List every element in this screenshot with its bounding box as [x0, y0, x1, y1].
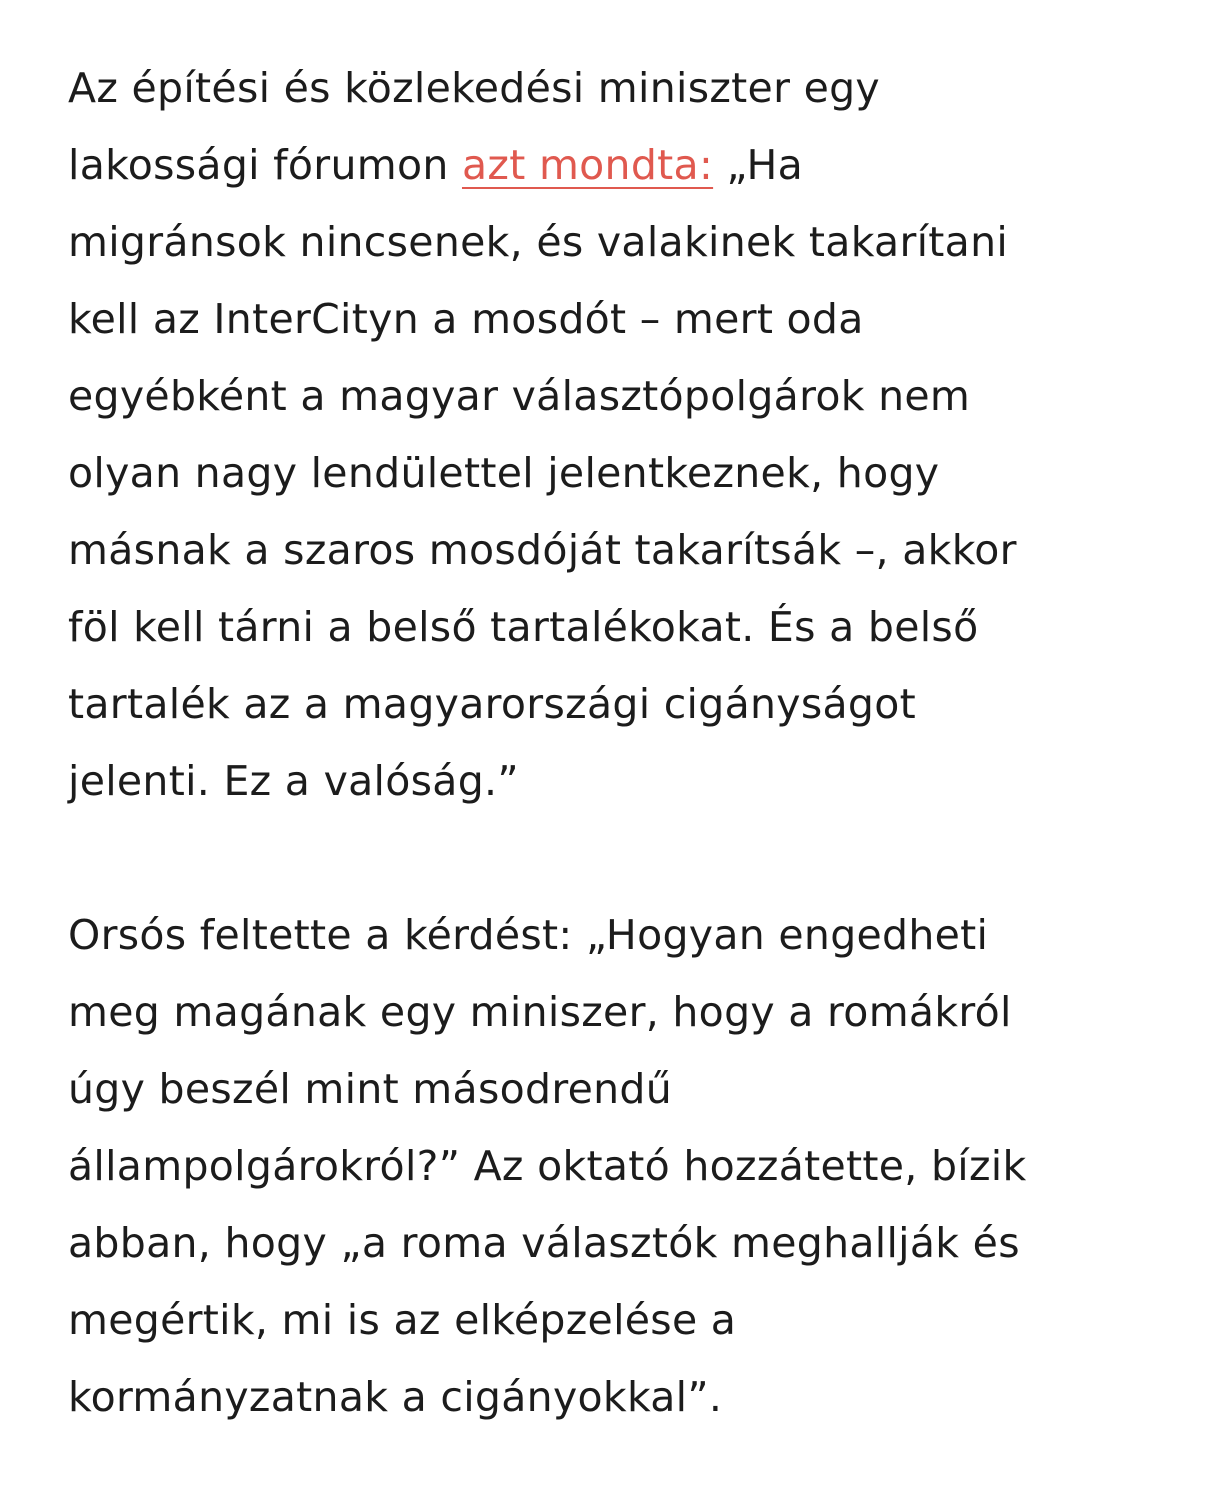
text-line: migránsok nincsenek, és valakinek takarítani	[68, 218, 1009, 266]
text-line: olyan nagy lendülettel jelentkeznek, hogy	[68, 449, 940, 497]
article-link-azt-mondta[interactable]: azt mondta:	[461, 141, 714, 189]
text-line: állampolgárokról?” Az oktató hozzátette, bízik	[68, 1142, 1027, 1190]
text-line: meg magának egy miniszer, hogy a romákról	[68, 988, 1012, 1036]
text-line: jelenti. Ez a valóság.”	[68, 757, 519, 805]
text-line: abban, hogy „a roma választók meghallják és	[68, 1219, 1020, 1267]
text-line: egyébként a magyar választópolgárok nem	[68, 372, 971, 420]
paragraph-2	[68, 897, 1168, 1436]
text-line: Orsós feltette a kérdést: „Hogyan engedheti	[68, 911, 989, 959]
link-line-before: lakossági fórumon	[68, 141, 462, 189]
text-line: kell az InterCityn a mosdót – mert oda	[68, 295, 864, 343]
text-line: megértik, mi is az elképzelése a	[68, 1296, 737, 1344]
link-line-after: „Ha	[713, 141, 804, 189]
text-line-with-link	[68, 127, 1168, 204]
text-line: tartalék az a magyarországi cigányságot	[68, 680, 917, 728]
article-body	[68, 50, 1168, 1436]
text-line: úgy beszél mint másodrendű	[68, 1065, 673, 1113]
paragraph-1	[68, 50, 1168, 820]
text-line: másnak a szaros mosdóját takarítsák –, akkor	[68, 526, 1017, 574]
text-line: föl kell tárni a belső tartalékokat. És a belső	[68, 603, 979, 651]
text-line: kormányzatnak a cigányokkal”.	[68, 1373, 723, 1421]
text-line: Az építési és közlekedési miniszter egy	[68, 64, 880, 112]
